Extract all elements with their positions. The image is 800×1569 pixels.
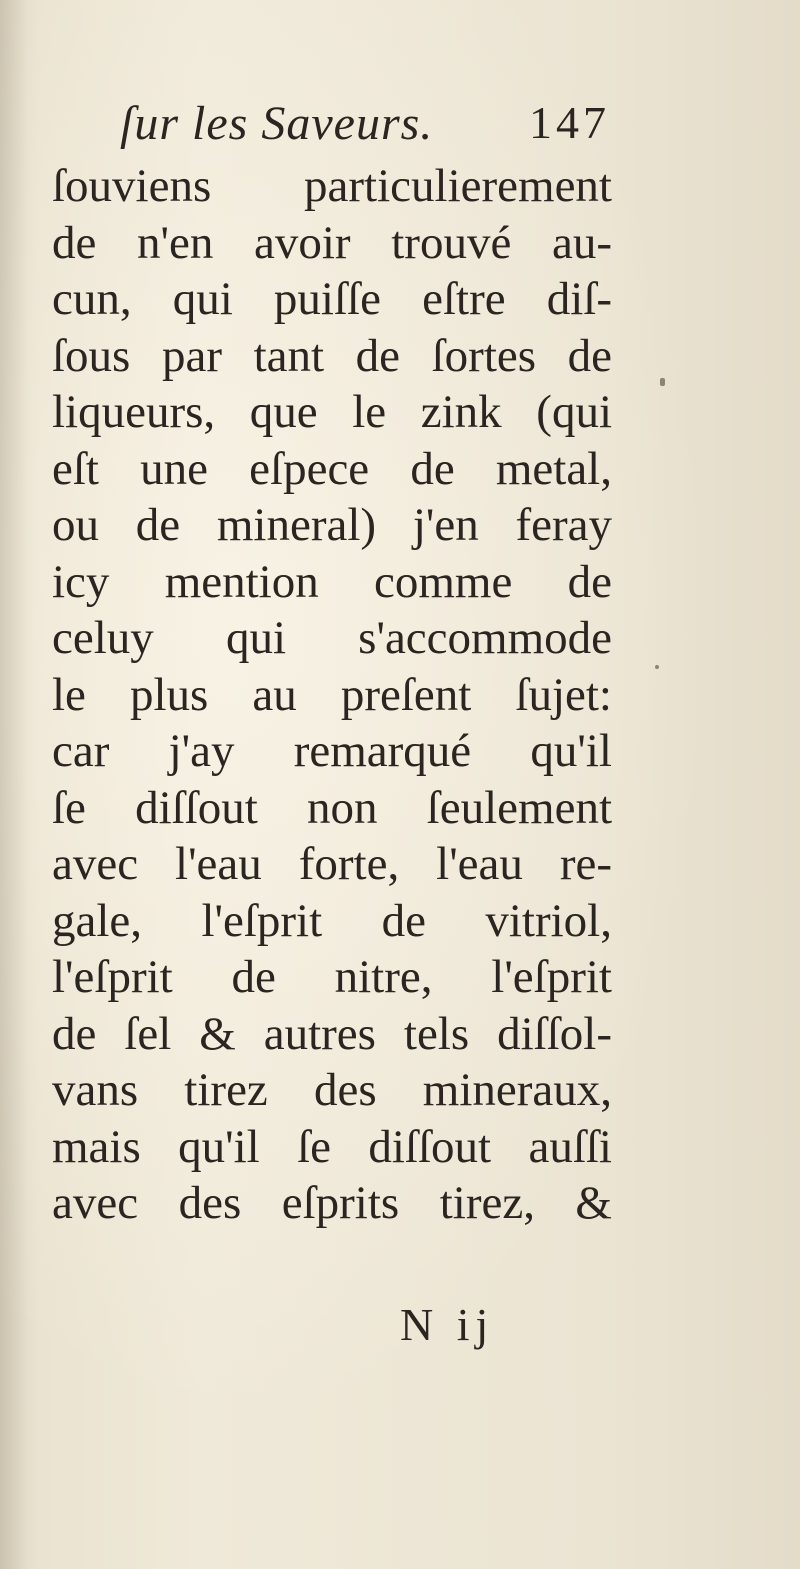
text-line: liqueurs, que le zink (qui [52, 386, 612, 438]
text-line: avec l'eau forte, l'eau re- [52, 838, 612, 890]
text-line: le plus au preſent ſujet: [52, 668, 612, 721]
text-line: ou de mineral) j'en feray [52, 499, 612, 551]
text-line: car j'ay remarqué qu'il [52, 725, 612, 777]
text-line: de ſel & autres tels diſſol- [52, 1007, 612, 1060]
running-head: ſur les Saveurs. [120, 97, 434, 150]
text-line: l'eſprit de nitre, l'eſprit [52, 951, 612, 1003]
text-line: ſe diſſout non ſeulement [52, 781, 612, 834]
text-line: cun, qui puiſſe eſtre diſ- [52, 273, 612, 325]
text-line: ſouviens particulierement [52, 160, 612, 212]
page-number: 147 [529, 97, 610, 148]
text-line: avec des eſprits tirez, & [52, 1177, 612, 1229]
catchword-signature: N ij [400, 1299, 495, 1350]
paper-speck [660, 378, 665, 386]
body-text [52, 158, 612, 1232]
page-header [120, 96, 640, 166]
text-line: ſous par tant de ſortes de [52, 329, 612, 382]
text-line: celuy qui s'accommode [52, 612, 612, 664]
paper-speck [655, 665, 659, 669]
text-line: de n'en avoir trouvé au- [52, 216, 612, 269]
text-line: icy mention comme de [52, 555, 612, 608]
text-line: gale, l'eſprit de vitriol, [52, 894, 612, 947]
text-line: eſt une eſpece de metal, [52, 442, 612, 495]
page-gutter-shadow [0, 0, 28, 1569]
text-line: mais qu'il ſe diſſout auſſi [52, 1120, 612, 1173]
text-line: vans tirez des mineraux, [52, 1064, 612, 1116]
